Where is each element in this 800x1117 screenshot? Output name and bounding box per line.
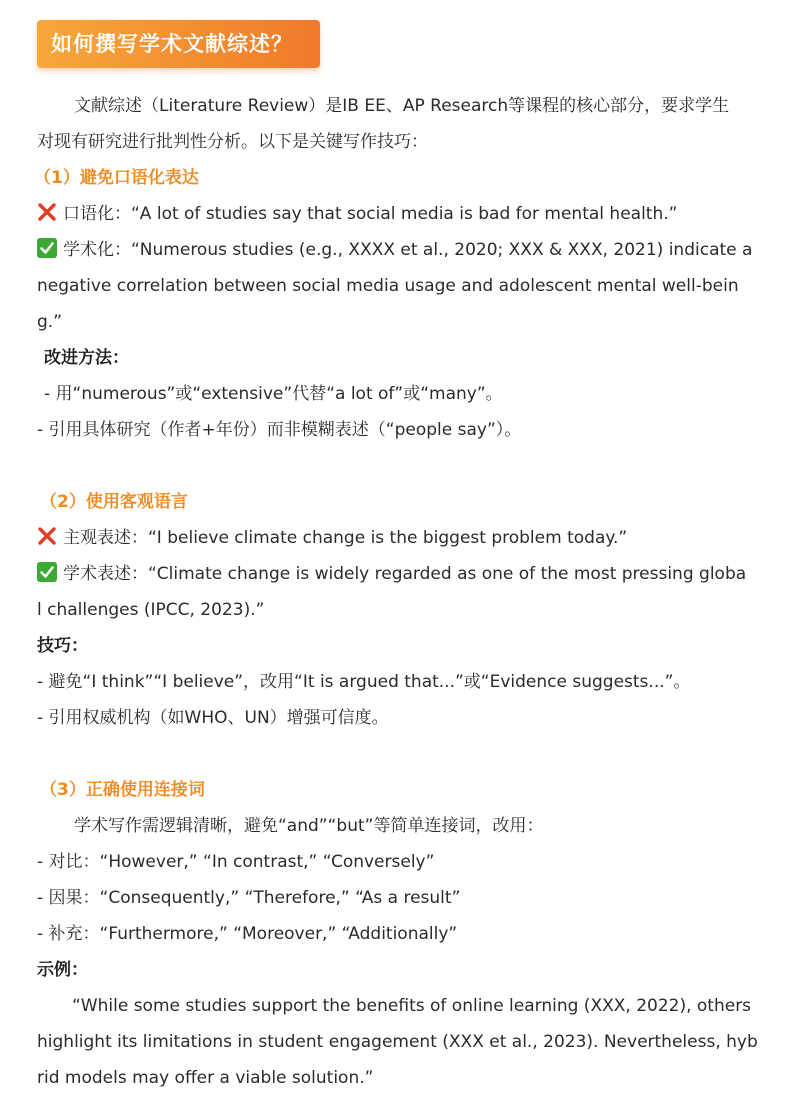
intro-line-1: 文献综述（Literature Review）是IB EE、AP Research等课程的核心部分，要求学生 — [74, 96, 730, 116]
section1-tip-1: - 用“numerous”或“extensive”代替“a lot of”或“many”。 — [44, 384, 503, 404]
section1-heading: （1）避免口语化表达 — [34, 168, 199, 188]
section3-example-line-2: highlight its limitations in student engagement (XXX et al., 2023). Nevertheless, hyb — [37, 1032, 758, 1052]
section2-bad-text: 主观表述：“I believe climate change is the biggest problem today.” — [63, 528, 628, 548]
section2-bad-example — [37, 525, 777, 551]
title-banner: 如何撰写学术文献综述？ — [37, 20, 320, 68]
section3-item-3: - 补充：“Furthermore,” “Moreover,” “Additionally” — [37, 924, 458, 944]
section1-bad-example — [37, 201, 777, 227]
cross-icon — [37, 526, 57, 546]
section2-tip-2: - 引用权威机构（如WHO、UN）增强可信度。 — [37, 708, 389, 728]
section3-intro: 学术写作需逻辑清晰，避免“and”“but”等简单连接词，改用： — [74, 816, 544, 836]
section1-good-text: 学术化：“Numerous studies (e.g., XXXX et al., 2020; XXX & XXX, 2021) indicate a — [63, 240, 753, 260]
section2-tip-1: - 避免“I think”“I believe”，改用“It is argued that...”或“Evidence suggests...”。 — [37, 672, 691, 692]
check-icon — [37, 238, 57, 258]
section3-example-line-3: rid models may offer a viable solution.” — [37, 1068, 374, 1088]
section3-heading: （3）正确使用连接词 — [40, 780, 205, 800]
section3-example-line-1: “While some studies support the benefits of online learning (XXX, 2022), others — [72, 996, 752, 1016]
section1-bad-text: 口语化：“A lot of studies say that social media is bad for mental health.” — [63, 204, 678, 224]
section3-example-label: 示例： — [37, 960, 88, 980]
check-icon — [37, 562, 57, 582]
section3-item-2: - 因果：“Consequently,” “Therefore,” “As a result” — [37, 888, 461, 908]
section2-good-text: 学术表述：“Climate change is widely regarded as one of the most pressing globa — [63, 564, 747, 584]
cross-icon — [37, 202, 57, 222]
section1-good-example — [37, 237, 777, 263]
section3-item-1: - 对比：“However,” “In contrast,” “Conversely” — [37, 852, 435, 872]
intro-line-2: 对现有研究进行批判性分析。以下是关键写作技巧： — [37, 132, 428, 152]
section1-good-line-2: negative correlation between social media usage and adolescent mental well-bein — [37, 276, 739, 296]
section2-good-example — [37, 561, 777, 587]
section1-good-line-3: g.” — [37, 312, 63, 332]
section1-method-label: 改进方法： — [44, 348, 129, 368]
section2-good-line-2: l challenges (IPCC, 2023).” — [37, 600, 265, 620]
section2-tips-label: 技巧： — [37, 636, 88, 656]
section2-heading: （2）使用客观语言 — [40, 492, 188, 512]
section1-tip-2: - 引用具体研究（作者+年份）而非模糊表述（“people say”）。 — [37, 420, 522, 440]
